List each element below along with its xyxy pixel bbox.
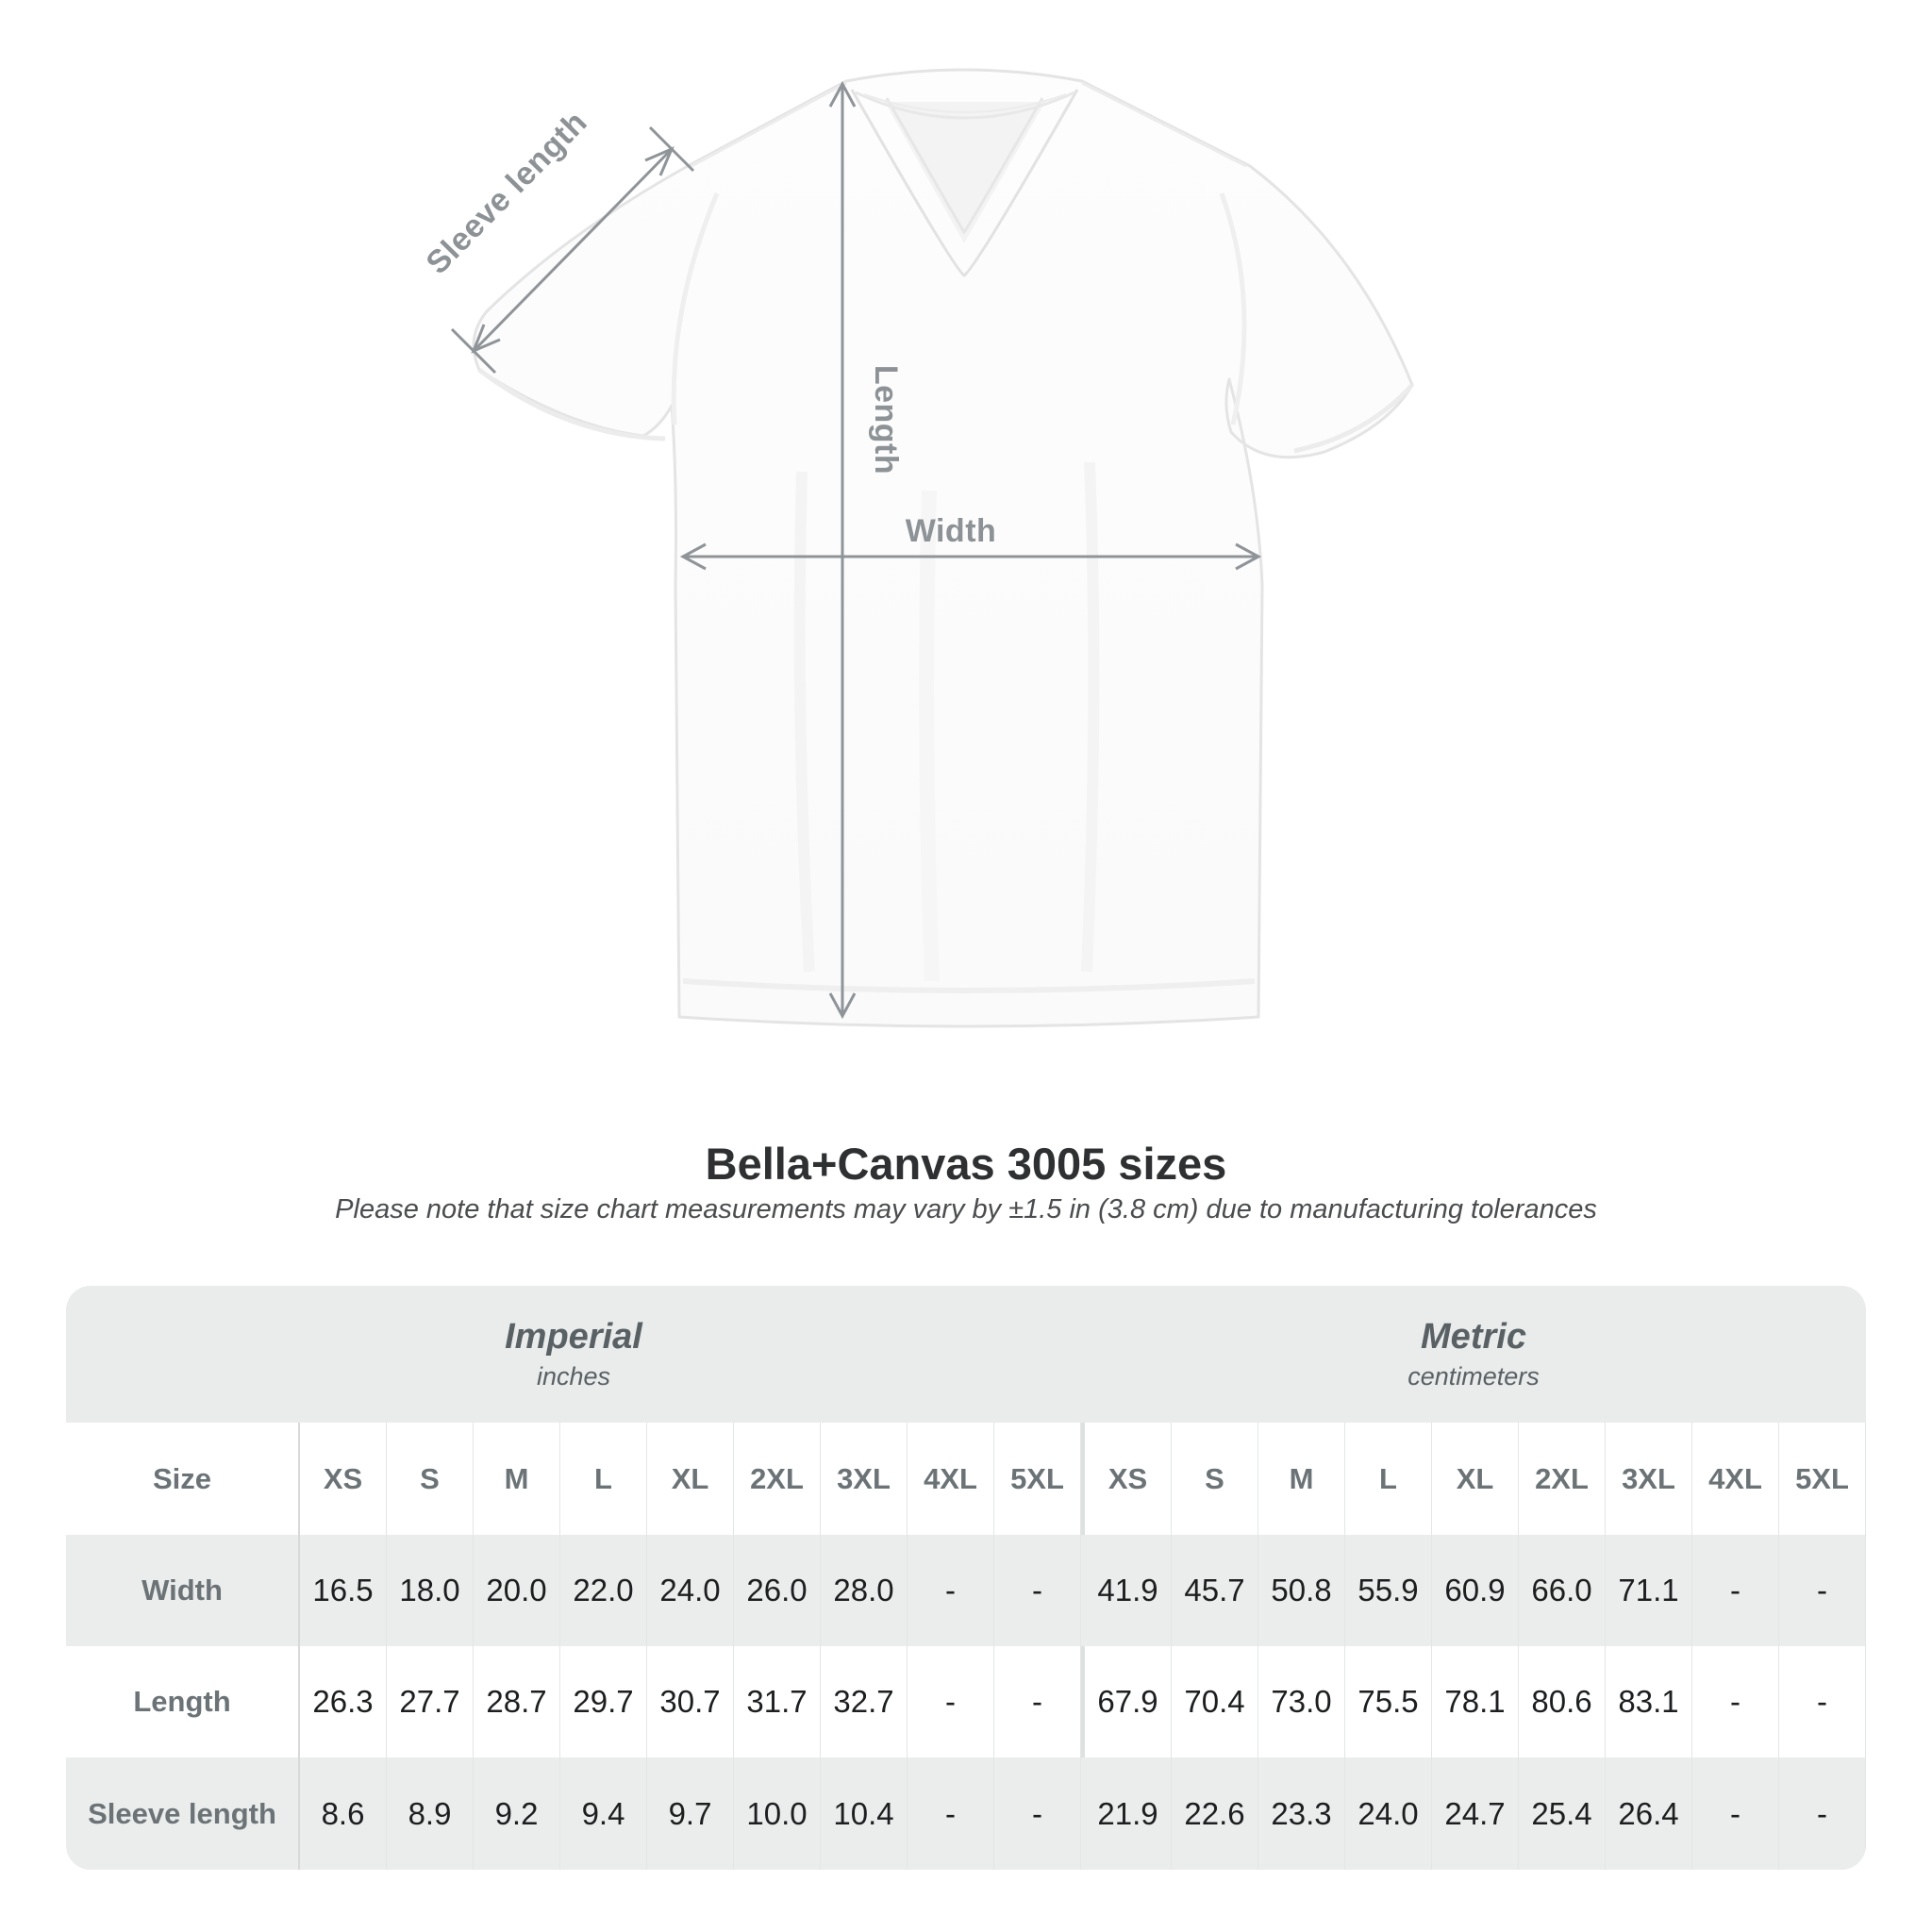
- value-cell-imperial: -: [994, 1757, 1081, 1870]
- value-cell-imperial: 29.7: [560, 1646, 647, 1757]
- value-cell-metric: -: [1692, 1535, 1779, 1646]
- row-label: Width: [66, 1535, 300, 1646]
- value-cell-imperial: 9.4: [560, 1757, 647, 1870]
- value-cell-imperial: 9.2: [474, 1757, 560, 1870]
- size-header-imperial: 4XL: [908, 1423, 994, 1535]
- size-header-imperial: L: [560, 1423, 647, 1535]
- value-cell-imperial: 18.0: [387, 1535, 474, 1646]
- page-title: Bella+Canvas 3005 sizes: [705, 1139, 1227, 1189]
- value-cell-imperial: 24.0: [647, 1535, 734, 1646]
- size-chart-grid: [66, 1286, 1866, 1870]
- value-cell-metric: -: [1779, 1535, 1866, 1646]
- wrinkle: [926, 491, 932, 981]
- value-cell-metric: -: [1692, 1757, 1779, 1870]
- value-cell-metric: 78.1: [1432, 1646, 1519, 1757]
- unit-group-name: Imperial: [505, 1317, 642, 1357]
- value-cell-imperial: 32.7: [821, 1646, 908, 1757]
- size-column-header: Size: [66, 1423, 300, 1535]
- value-cell-metric: 73.0: [1258, 1646, 1345, 1757]
- tolerance-note: Please note that size chart measurements may vary by ±1.5 in (3.8 cm) due to manufacturing tolerances: [335, 1194, 1597, 1224]
- row-label: Sleeve length: [66, 1757, 300, 1870]
- size-header-imperial: M: [474, 1423, 560, 1535]
- value-cell-imperial: 27.7: [387, 1646, 474, 1757]
- row-label: Length: [66, 1646, 300, 1757]
- value-cell-imperial: -: [908, 1646, 994, 1757]
- value-cell-imperial: 26.0: [734, 1535, 821, 1646]
- value-cell-imperial: 30.7: [647, 1646, 734, 1757]
- value-cell-metric: 60.9: [1432, 1535, 1519, 1646]
- value-cell-imperial: 16.5: [300, 1535, 387, 1646]
- value-cell-imperial: 8.9: [387, 1757, 474, 1870]
- value-cell-metric: 80.6: [1519, 1646, 1606, 1757]
- value-cell-imperial: 31.7: [734, 1646, 821, 1757]
- size-header-metric: 4XL: [1692, 1423, 1779, 1535]
- value-cell-metric: 22.6: [1172, 1757, 1258, 1870]
- value-cell-metric: 70.4: [1172, 1646, 1258, 1757]
- unit-group-unit: inches: [536, 1362, 611, 1391]
- size-header-metric: 2XL: [1519, 1423, 1606, 1535]
- unit-group-unit: centimeters: [1407, 1362, 1540, 1391]
- size-header-metric: S: [1172, 1423, 1258, 1535]
- size-header-metric: L: [1345, 1423, 1432, 1535]
- value-cell-imperial: 8.6: [300, 1757, 387, 1870]
- unit-group-imperial: [66, 1286, 1081, 1423]
- size-header-imperial: S: [387, 1423, 474, 1535]
- size-header-metric: M: [1258, 1423, 1345, 1535]
- unit-group-metric: [1081, 1286, 1866, 1423]
- value-cell-imperial: 9.7: [647, 1757, 734, 1870]
- value-cell-imperial: 22.0: [560, 1535, 647, 1646]
- size-header-imperial: XL: [647, 1423, 734, 1535]
- value-cell-metric: -: [1779, 1757, 1866, 1870]
- size-chart-table: [66, 1286, 1866, 1870]
- unit-group-name: Metric: [1421, 1317, 1526, 1357]
- value-cell-metric: 24.0: [1345, 1757, 1432, 1870]
- value-cell-metric: 83.1: [1606, 1646, 1692, 1757]
- value-cell-imperial: -: [994, 1646, 1081, 1757]
- value-cell-imperial: -: [994, 1535, 1081, 1646]
- value-cell-metric: 45.7: [1172, 1535, 1258, 1646]
- value-cell-imperial: 10.4: [821, 1757, 908, 1870]
- value-cell-metric: 75.5: [1345, 1646, 1432, 1757]
- sleeve-length-dimension-label: Sleeve length: [419, 104, 594, 282]
- value-cell-metric: -: [1779, 1646, 1866, 1757]
- value-cell-metric: -: [1692, 1646, 1779, 1757]
- value-cell-imperial: 20.0: [474, 1535, 560, 1646]
- size-header-imperial: 5XL: [994, 1423, 1081, 1535]
- value-cell-metric: 25.4: [1519, 1757, 1606, 1870]
- value-cell-imperial: 26.3: [300, 1646, 387, 1757]
- value-cell-metric: 71.1: [1606, 1535, 1692, 1646]
- size-header-metric: XL: [1432, 1423, 1519, 1535]
- value-cell-imperial: -: [908, 1757, 994, 1870]
- value-cell-metric: 66.0: [1519, 1535, 1606, 1646]
- value-cell-metric: 67.9: [1085, 1646, 1172, 1757]
- size-header-metric: 5XL: [1779, 1423, 1866, 1535]
- value-cell-metric: 55.9: [1345, 1535, 1432, 1646]
- value-cell-imperial: 28.7: [474, 1646, 560, 1757]
- value-cell-metric: 50.8: [1258, 1535, 1345, 1646]
- size-header-imperial: 3XL: [821, 1423, 908, 1535]
- value-cell-imperial: 10.0: [734, 1757, 821, 1870]
- size-header-imperial: 2XL: [734, 1423, 821, 1535]
- size-header-metric: 3XL: [1606, 1423, 1692, 1535]
- value-cell-imperial: -: [908, 1535, 994, 1646]
- value-cell-metric: 24.7: [1432, 1757, 1519, 1870]
- value-cell-imperial: 28.0: [821, 1535, 908, 1646]
- size-header-metric: XS: [1085, 1423, 1172, 1535]
- size-header-imperial: XS: [300, 1423, 387, 1535]
- value-cell-metric: 26.4: [1606, 1757, 1692, 1870]
- value-cell-metric: 41.9: [1085, 1535, 1172, 1646]
- value-cell-metric: 23.3: [1258, 1757, 1345, 1870]
- length-dimension-label: Length: [868, 364, 904, 475]
- width-dimension-label: Width: [905, 513, 997, 549]
- value-cell-metric: 21.9: [1085, 1757, 1172, 1870]
